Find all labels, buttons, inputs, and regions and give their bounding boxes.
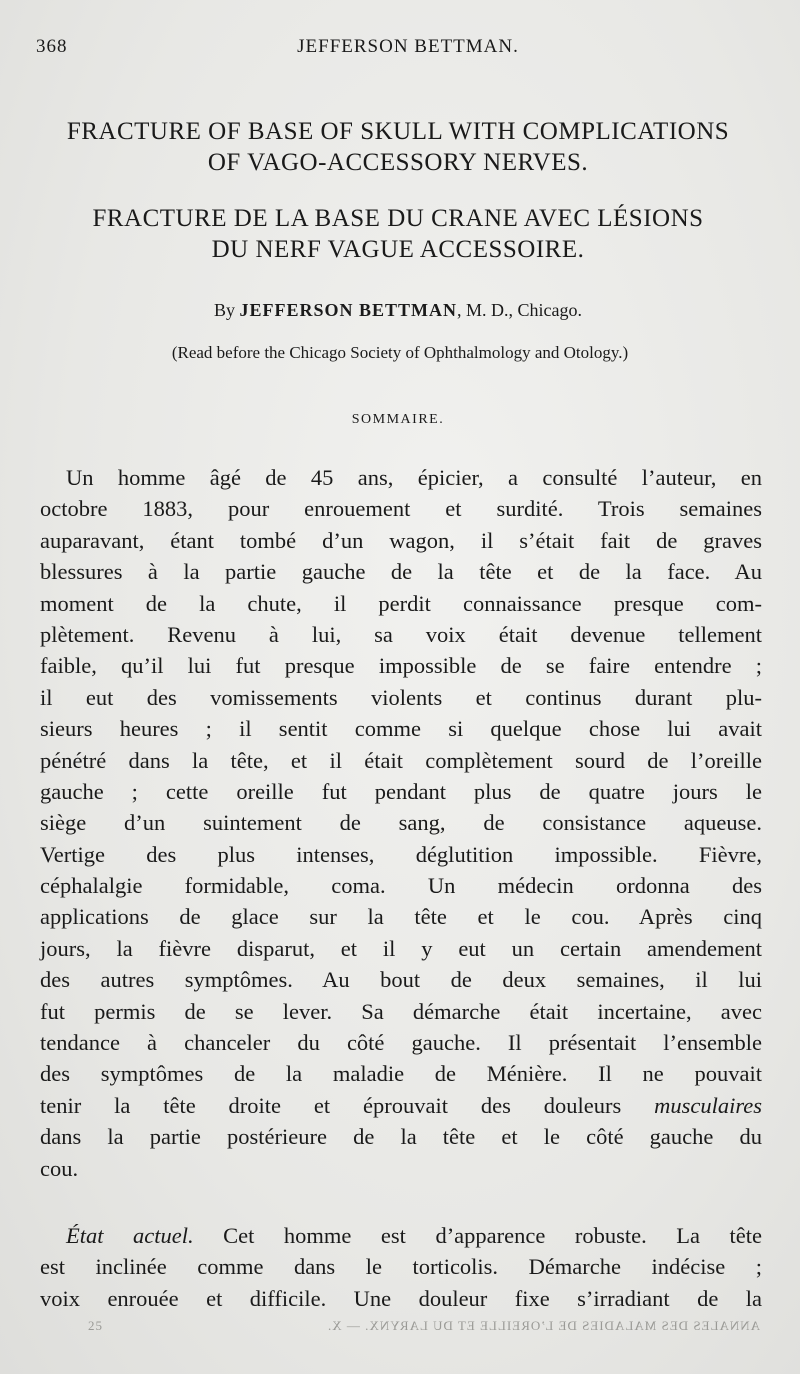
text-line: auparavant, étant tombé d’un wagon, il s’était fait de graves [40,527,762,553]
text-line: jours, la fièvre disparut, et il y eut un certain amendement [40,935,762,961]
text-line: octobre 1883, pour enrouement et surdité. Trois semaines [40,496,762,522]
section-heading: SOMMAIRE. [351,412,445,427]
italic-lead: État actuel. [66,1223,194,1248]
footer-signature-text: ANNALES DES MALADIES DE L’OREILLE ET DU LARYNX. — X. [327,1318,760,1333]
text-line: sieurs heures ; il sentit comme si quelque chose lui avait [40,716,762,742]
running-title: JEFFERSON BETTMAN. [297,36,519,57]
title-en-line-2: OF VAGO-ACCESSORY NERVES. [207,149,589,176]
text-line: céphalalgie formidable, coma. Un médecin ordonna des [40,873,762,899]
footer-signature-number: 25 [88,1318,103,1333]
text-line: Vertige des plus intenses, déglutition impossible. Fièvre, [40,841,762,867]
text-line: Un homme âgé de 45 ans, épicier, a consulté l’auteur, en [66,465,762,490]
text-line: il eut des vomissements violents et continus durant plu- [40,684,762,710]
article-title-english [36,116,760,178]
article-title-french [36,203,760,265]
italic-word: musculaires [654,1092,762,1118]
title-en-line-1: FRACTURE OF BASE OF SKULL WITH COMPLICATIONS [66,118,730,145]
text-line: des autres symptômes. Au bout de deux semaines, il lui [40,967,762,993]
current-state-paragraph [40,1220,762,1314]
byline [36,300,760,321]
read-before-note: (Read before the Chicago Society of Ophthalmology and Otology.) [171,343,629,362]
text-line: voix enrouée et difficile. Une douleur fixe s’irradiant de la [40,1285,762,1311]
text-line: tenir la tête droite et éprouvait des douleurs musculaires [40,1092,762,1118]
text-line [40,1220,762,1251]
text-line: gauche ; cette oreille fut pendant plus de quatre jours le [40,778,762,804]
text-line: pénétré dans la tête, et il était complètement sourd de l’oreille [40,747,762,773]
title-fr-line-2: DU NERF VAGUE ACCESSOIRE. [211,236,585,263]
text-line: fut permis de se lever. Sa démarche était incertaine, avec [40,998,762,1024]
page-number: 368 [36,36,68,57]
text-line-rest: Cet homme est d’apparence robuste. La tête [193,1223,762,1248]
running-head [36,36,760,60]
bleed-through-footer [40,1318,760,1338]
summary-paragraph [40,462,762,1184]
author-name: JEFFERSON BETTMAN [239,300,458,320]
text-line: tendance à chanceler du côté gauche. Il présentait l’ensemble [40,1030,762,1056]
byline-suffix: , M. D., Chicago. [457,300,583,320]
text-line: dans la partie postérieure de la tête et le côté gauche du [40,1124,762,1150]
text-line: blessures à la partie gauche de la tête et de la face. Au [40,559,762,585]
text-line: plètement. Revenu à lui, sa voix était devenue tellement [40,621,762,647]
text-line: est inclinée comme dans le torticolis. Démarche indécise ; [40,1254,762,1280]
text-line: cou. [40,1155,79,1181]
text-line: siège d’un suintement de sang, de consistance aqueuse. [40,810,762,836]
text-line: moment de la chute, il perdit connaissance presque com- [40,590,762,616]
text-line: faible, qu’il lui fut presque impossible de se faire entendre ; [40,653,762,679]
text-line: applications de glace sur la tête et le cou. Après cinq [40,904,762,930]
byline-prefix: By [213,300,235,320]
title-fr-line-1: FRACTURE DE LA BASE DU CRANE AVEC LÉSIONS [92,205,704,232]
text-line: des symptômes de la maladie de Ménière. Il ne pouvait [40,1061,762,1087]
